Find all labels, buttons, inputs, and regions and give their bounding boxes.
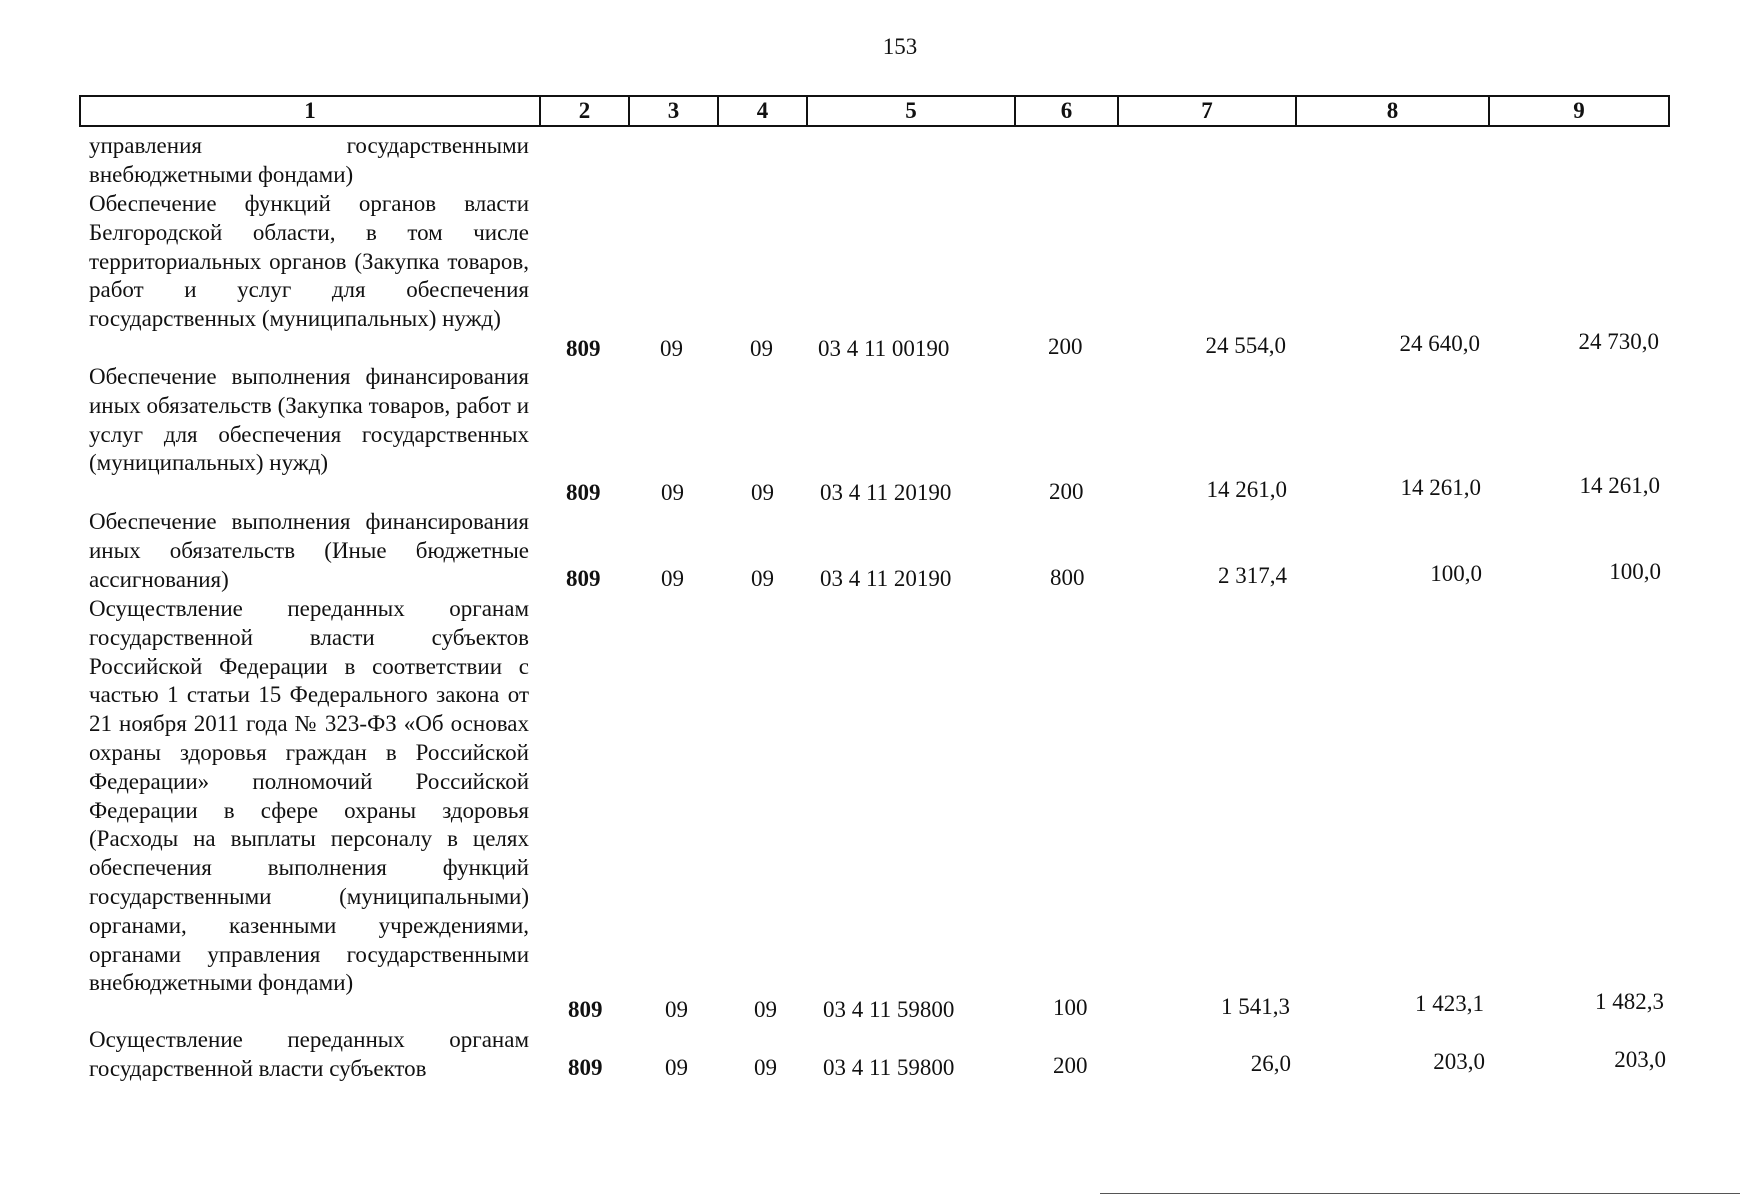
page-bottom-rule xyxy=(1100,1193,1740,1194)
table-cell-col8: 1 423,1 xyxy=(1415,991,1484,1016)
table-cell-col9: 100,0 xyxy=(1609,559,1661,584)
column-header-2: 2 xyxy=(540,96,629,126)
table-cell-col2: 809 xyxy=(568,1055,603,1080)
column-header-3: 3 xyxy=(629,96,718,126)
table-cell-col2: 809 xyxy=(566,336,601,361)
table-cell-col9: 14 261,0 xyxy=(1579,473,1660,498)
table-cell-col6: 800 xyxy=(1050,565,1085,590)
table-cell-col3: 09 xyxy=(665,1055,688,1080)
table-cell-col4: 09 xyxy=(754,1055,777,1080)
table-cell-col6: 200 xyxy=(1048,334,1083,359)
table-row-description: Обеспечение выполнения финансирования иных обязательств (Иные бюджетные ассигнования) xyxy=(89,509,529,592)
table-cell-col4: 09 xyxy=(751,480,774,505)
table-cell-col5: 03 4 11 59800 xyxy=(823,997,955,1022)
table-cell-col2: 809 xyxy=(566,480,601,505)
table-row-description: Осуществление переданных органам государственной власти субъектов xyxy=(89,1027,529,1081)
table-cell-col6: 100 xyxy=(1053,995,1088,1020)
page-number: 153 xyxy=(882,34,918,59)
table-cell-col8: 203,0 xyxy=(1433,1049,1485,1074)
column-header-4: 4 xyxy=(718,96,807,126)
table-row-description: Обеспечение выполнения финансирования иных обязательств (Закупка товаров, работ и услуг для обеспечения государственных (муниципальных) нужд) xyxy=(89,364,529,476)
table-cell-col2: 809 xyxy=(566,566,601,591)
table-cell-col7: 24 554,0 xyxy=(1205,333,1286,358)
table-cell-col3: 09 xyxy=(660,336,683,361)
table-cell-col8: 24 640,0 xyxy=(1399,331,1480,356)
table-cell-col3: 09 xyxy=(661,566,684,591)
table-cell-col4: 09 xyxy=(750,336,773,361)
column-header-6: 6 xyxy=(1015,96,1118,126)
table-header xyxy=(79,95,1670,127)
table-cell-col7: 1 541,3 xyxy=(1221,994,1290,1019)
table-cell-col9: 203,0 xyxy=(1614,1047,1666,1072)
table-cell-col5: 03 4 11 20190 xyxy=(820,480,952,505)
table-cell-col7: 26,0 xyxy=(1250,1051,1291,1076)
table-row-description: Осуществление переданных органам государственной власти субъектов Российской Федерации в соответствии с частью 1 статьи 15 Федерального закона от 21 ноября 2011 года № 323-ФЗ «Об основах охраны здоровья граждан в Российской Федерации» полномочий Российской Федерации в сфере охраны здоровья (Расходы на выплаты персоналу в целях обеспечения выполнения функций государственными (муниципальными) органами, казенными учреждениями, органами управления государственными внебюджетными фондами) xyxy=(89,596,529,996)
table-cell-col3: 09 xyxy=(661,480,684,505)
column-header-5: 5 xyxy=(807,96,1015,126)
column-header-8: 8 xyxy=(1296,96,1489,126)
column-header-9: 9 xyxy=(1489,96,1669,126)
table-row-description: управления государственными внебюджетными фондами) xyxy=(89,133,529,187)
table-row-description: Обеспечение функций органов власти Белгородской области, в том числе территориальных органов (Закупка товаров, работ и услуг для обеспечения государственных (муниципальных) нужд) xyxy=(89,191,529,332)
table-cell-col9: 24 730,0 xyxy=(1578,329,1659,354)
table-cell-col4: 09 xyxy=(754,997,777,1022)
table-cell-col6: 200 xyxy=(1053,1053,1088,1078)
table-cell-col5: 03 4 11 20190 xyxy=(820,566,952,591)
table-cell-col9: 1 482,3 xyxy=(1595,989,1664,1014)
table-cell-col8: 14 261,0 xyxy=(1400,475,1481,500)
table-cell-col4: 09 xyxy=(751,566,774,591)
table-cell-col2: 809 xyxy=(568,997,603,1022)
table-cell-col7: 14 261,0 xyxy=(1206,477,1287,502)
table-cell-col3: 09 xyxy=(665,997,688,1022)
column-header-7: 7 xyxy=(1118,96,1296,126)
column-header-1: 1 xyxy=(80,96,540,126)
table-cell-col5: 03 4 11 00190 xyxy=(818,336,950,361)
table-cell-col8: 100,0 xyxy=(1430,561,1482,586)
table-cell-col6: 200 xyxy=(1049,479,1084,504)
table-cell-col5: 03 4 11 59800 xyxy=(823,1055,955,1080)
table-cell-col7: 2 317,4 xyxy=(1218,563,1287,588)
